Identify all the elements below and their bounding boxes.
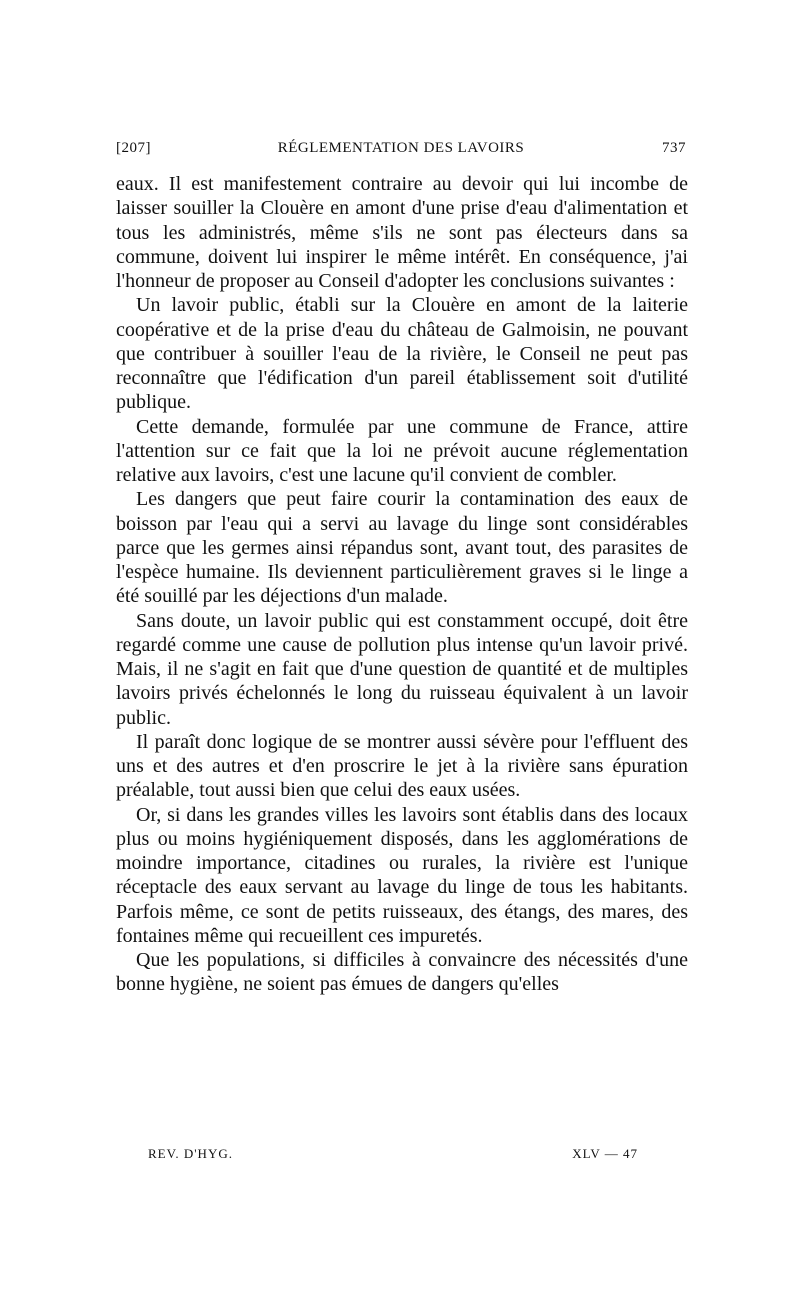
paragraph: Il paraît donc logique de se montrer aussi sévère pour l'effluent des uns et des autres et d'en proscrire le jet à la rivière sans épuration préalable, tout aussi bien que celui des eaux usées. bbox=[116, 730, 688, 802]
paragraph: Cette demande, formulée par une commune de France, attire l'attention sur ce fait que la loi ne prévoit aucune réglementation relative aux lavoirs, c'est une lacune qu'il convient de combler. bbox=[116, 415, 688, 486]
paragraph: Les dangers que peut faire courir la contamination des eaux de boisson par l'eau qui a servi au lavage du linge sont considérables parce que les germes ainsi répandus sont, avant tout, des parasites de l'espèce humaine. Ils deviennent particulièrement graves si le linge a été souillé par les déjections d'un malade. bbox=[116, 488, 688, 608]
signature-mark-right: XLV — 47 bbox=[572, 1146, 638, 1161]
page-header bbox=[116, 140, 686, 164]
page-number-right: 737 bbox=[662, 140, 686, 156]
signature-mark-left: REV. D'HYG. bbox=[148, 1146, 233, 1161]
running-title: RÉGLEMENTATION DES LAVOIRS bbox=[277, 140, 525, 156]
page-number-left: [207] bbox=[116, 140, 151, 156]
paragraph: Que les populations, si difficiles à convaincre des nécessités d'une bonne hygiène, ne soient pas émues de dangers qu'elles bbox=[116, 949, 688, 996]
paragraph: Sans doute, un lavoir public qui est constamment occupé, doit être regardé comme une cause de pollution plus intense qu'un lavoir privé. Mais, il ne s'agit en fait que d'une question de quantité et de multiples lavoirs privés échelonnés le long du ruisseau équivalent à un lavoir public. bbox=[116, 609, 688, 729]
paragraph: Un lavoir public, établi sur la Clouère en amont de la laiterie coopérative et de la prise d'eau du château de Galmoisin, ne pouvant que contribuer à souiller l'eau de la rivière, le Conseil ne peut pas reconnaître que l'édification d'un pareil établissement soit d'utilité publique. bbox=[116, 294, 688, 414]
page-footer bbox=[148, 1146, 638, 1166]
paragraph: eaux. Il est manifestement contraire au devoir qui lui incombe de laisser souiller la Clouère en amont d'une prise d'eau d'alimentation et tous les administrés, même s'ils ne sont pas électeurs dans sa commune, doivent lui inspirer le même intérêt. En conséquence, j'ai l'honneur de proposer au Conseil d'adopter les conclusions suivantes : bbox=[116, 173, 688, 292]
page-body bbox=[116, 172, 688, 997]
paragraph: Or, si dans les grandes villes les lavoirs sont établis dans des locaux plus ou moins hygiéniquement disposés, dans les agglomérations de moindre importance, citadines ou rurales, la rivière est l'unique réceptacle des eaux servant au lavage du linge de tous les habitants. Parfois même, ce sont de petits ruisseaux, des étangs, des mares, des fontaines même qui recueillent ces impuretés. bbox=[116, 803, 688, 947]
